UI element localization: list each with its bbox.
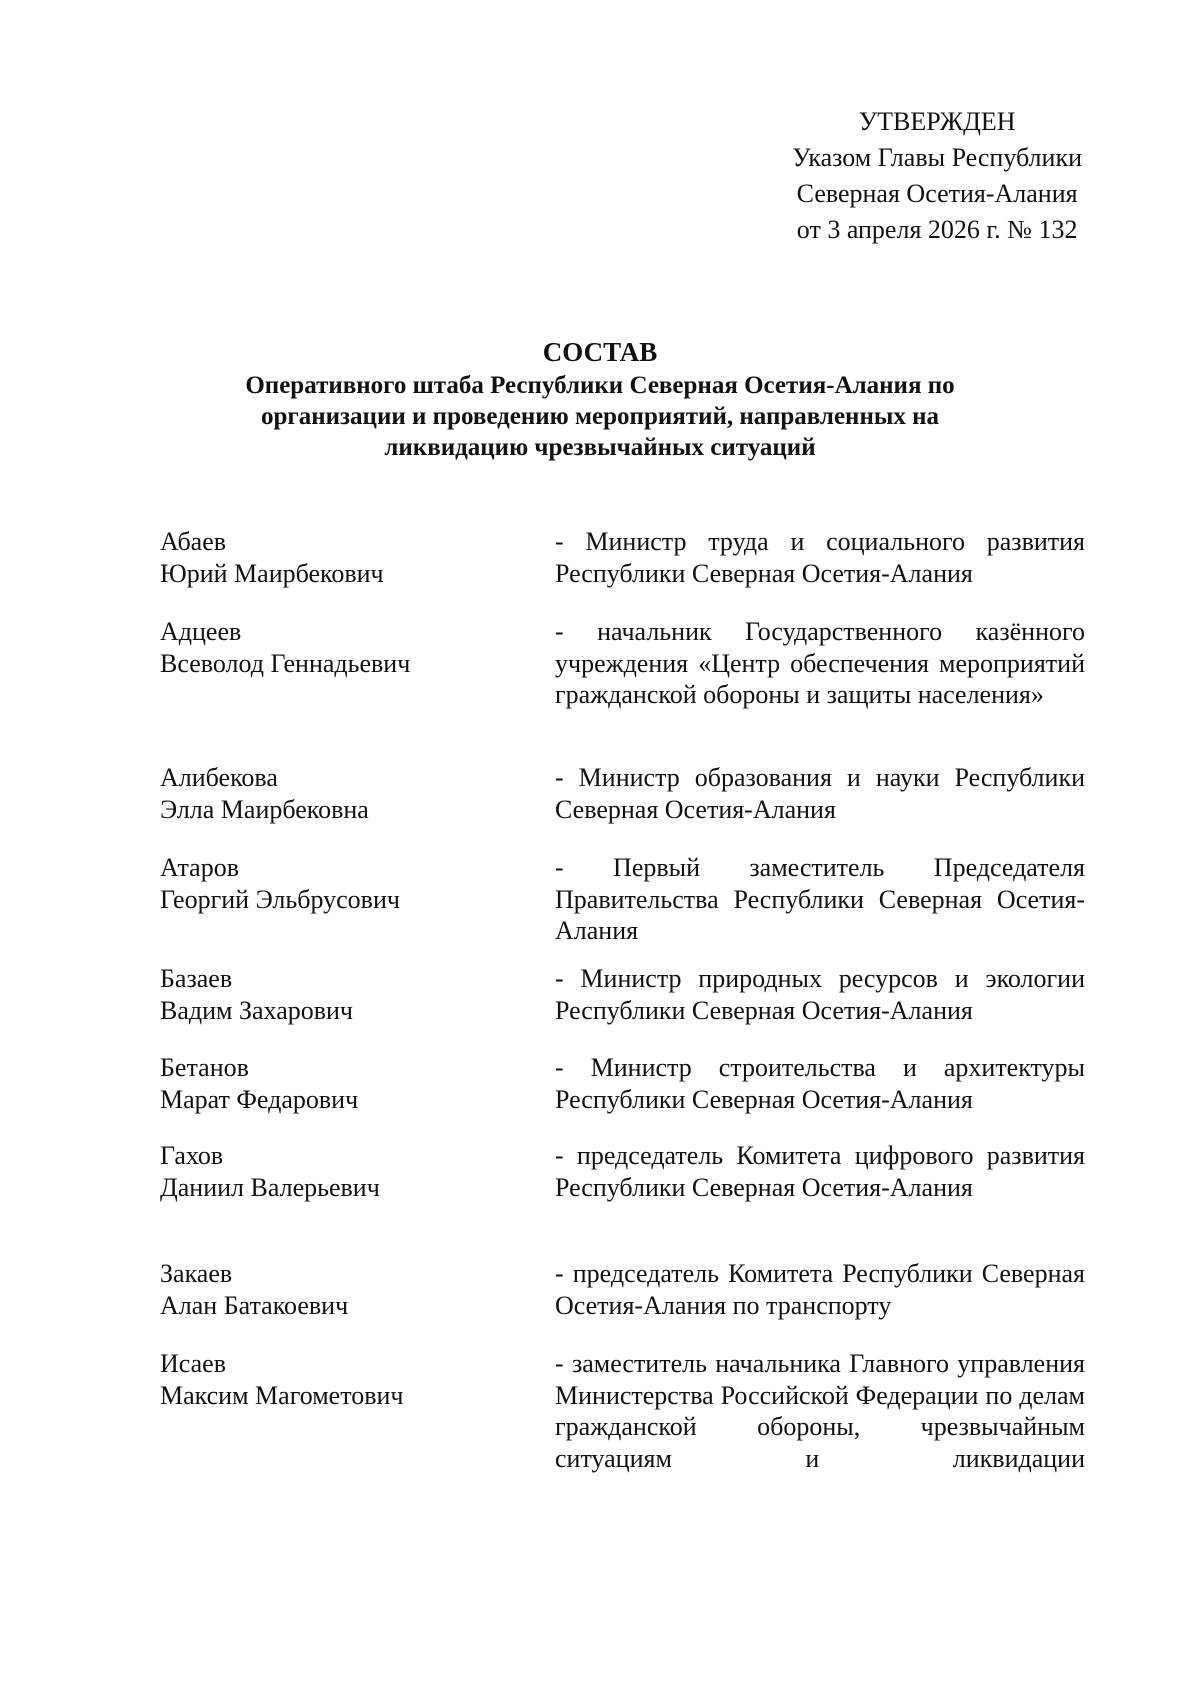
member-entry: [160, 762, 1085, 825]
member-entry: [160, 1258, 1085, 1321]
approval-line-1: УТВЕРЖДЕН: [858, 107, 1016, 136]
member-entry: [160, 852, 1085, 947]
title-line-1: Оперативного штаба Республики Северная Осетия-Алания по: [245, 372, 955, 399]
member-surname: Бетанов: [160, 1053, 249, 1082]
approval-line-4: от 3 апреля 2026 г. № 132: [796, 215, 1078, 244]
member-entry: [160, 526, 1085, 589]
member-role: - Министр труда и социального развития Республики Северная Осетия-Алания: [555, 527, 1085, 588]
title-line-2: организации и проведению мероприятий, направленных на: [260, 403, 940, 430]
member-surname: Алибекова: [160, 763, 278, 792]
member-given-names: Юрий Маирбекович: [160, 558, 384, 588]
member-name: [160, 852, 555, 947]
approval-line-3: Северная Осетия-Алания: [796, 179, 1078, 208]
title-heading: СОСТАВ: [542, 337, 658, 367]
member-entry: [160, 1052, 1085, 1115]
member-entry: [160, 1348, 1085, 1474]
approval-line-2: Указом Главы Республики: [792, 143, 1082, 172]
member-given-names: Вадим Захарович: [160, 995, 354, 1025]
member-name: [160, 526, 555, 589]
member-role: - Министр строительства и архитектуры Республики Северная Осетия-Алания: [555, 1053, 1085, 1114]
title-line-3: ликвидацию чрезвычайных ситуаций: [384, 434, 816, 461]
member-name: [160, 616, 555, 711]
member-surname: Атаров: [160, 853, 239, 882]
member-name: [160, 762, 555, 825]
member-role: - председатель Комитета Республики Северная Осетия-Алания по транспорту: [555, 1259, 1085, 1320]
member-entry: [160, 1140, 1085, 1203]
member-name: [160, 1348, 555, 1474]
member-given-names: Алан Батакоевич: [160, 1290, 349, 1320]
member-given-names: Марат Федарович: [160, 1084, 359, 1114]
member-surname: Закаев: [160, 1259, 233, 1288]
member-role: - Министр образования и науки Республики Северная Осетия-Алания: [555, 763, 1085, 824]
member-entry: [160, 616, 1085, 711]
member-name: [160, 1258, 555, 1321]
member-role: - начальник Государственного казённого учреждения «Центр обеспечения мероприятий гражданской обороны и защиты населения»: [555, 617, 1085, 709]
member-name: [160, 1052, 555, 1115]
member-role: - заместитель начальника Главного управления Министерства Российской Федерации по делам гражданской обороны, чрезвычайным ситуациям и ликвидации: [555, 1349, 1085, 1473]
member-given-names: Даниил Валерьевич: [160, 1172, 380, 1202]
member-given-names: Элла Маирбековна: [160, 794, 369, 824]
member-entry: [160, 963, 1085, 1026]
member-name: [160, 963, 555, 1026]
member-given-names: Всеволод Геннадьевич: [160, 648, 411, 678]
document-title: [150, 334, 1050, 463]
member-role: - Первый заместитель Председателя Правительства Республики Северная Осетия-Алания: [555, 853, 1085, 945]
member-given-names: Максим Магометович: [160, 1380, 404, 1410]
approval-stamp: [792, 104, 1082, 248]
member-role: - председатель Комитета цифрового развития Республики Северная Осетия-Алания: [555, 1141, 1085, 1202]
member-given-names: Георгий Эльбрусович: [160, 884, 400, 914]
member-surname: Исаев: [160, 1349, 226, 1378]
member-surname: Адцеев: [160, 617, 242, 646]
member-surname: Абаев: [160, 527, 227, 556]
member-role: - Министр природных ресурсов и экологии Республики Северная Осетия-Алания: [555, 964, 1085, 1025]
member-surname: Базаев: [160, 964, 233, 993]
member-surname: Гахов: [160, 1141, 224, 1170]
member-name: [160, 1140, 555, 1203]
